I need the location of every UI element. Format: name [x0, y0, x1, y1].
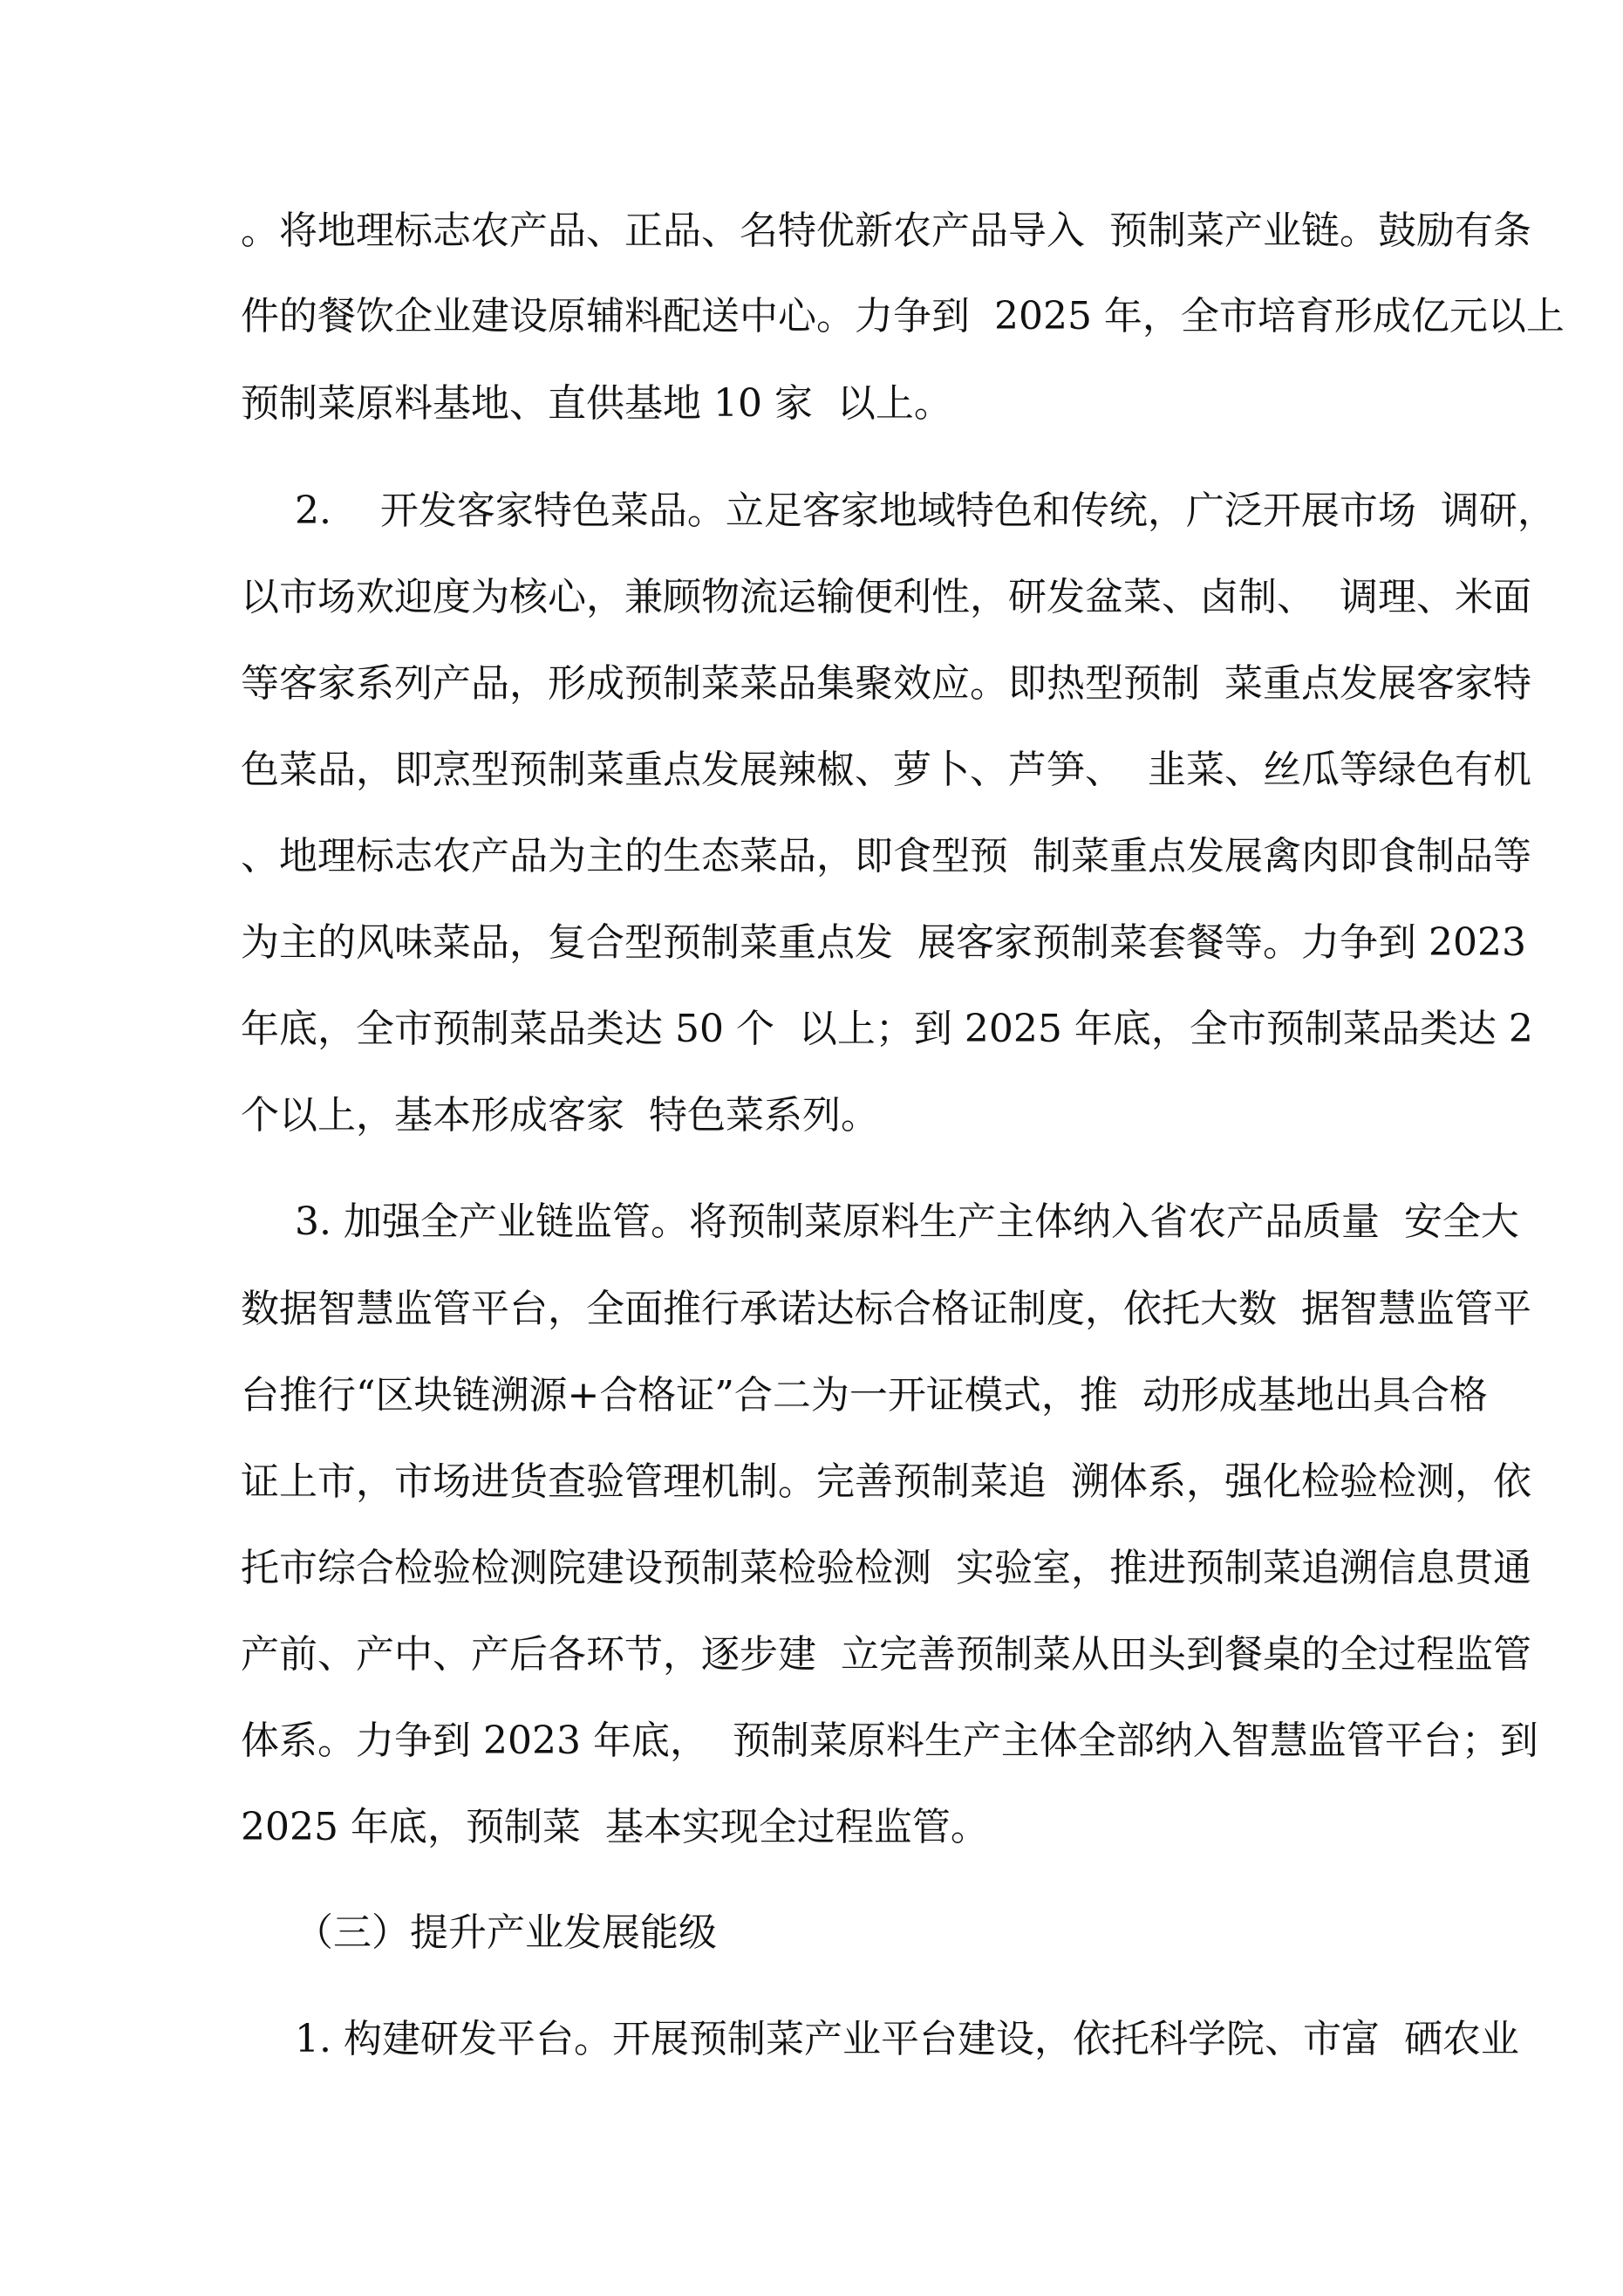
text-line: 件的餐饮企业建设原辅料配送中心。力争到 2025 年，全市培育形成亿元以上: [241, 294, 1565, 338]
text-line: 等客家系列产品，形成预制菜菜品集聚效应。即热型预制 菜重点发展客家特: [241, 661, 1531, 706]
text-line: 体系。力争到 2023 年底， 预制菜原料生产主体全部纳入智慧监管平台；到: [241, 1719, 1538, 1763]
text-line: 产前、产中、产后各环节，逐步建 立完善预制菜从田头到餐桌的全过程监管: [241, 1632, 1531, 1677]
text-line: 年底，全市预制菜品类达 50 个 以上；到 2025 年底，全市预制菜品类达 2: [241, 1007, 1533, 1051]
section-heading: （三）提升产业发展能级: [295, 1910, 717, 1955]
text-line: 托市综合检验检测院建设预制菜检验检测 实验室，推进预制菜追溯信息贯通: [241, 1546, 1531, 1590]
text-line: 个以上，基本形成客家 特色菜系列。: [241, 1093, 879, 1138]
text-line: 1. 构建研发平台。开展预制菜产业平台建设，依托科学院、市富 硒农业: [295, 2017, 1519, 2061]
text-line: 2025 年底，预制菜 基本实现全过程监管。: [241, 1805, 989, 1849]
text-line: 证上市，市场进货查验管理机制。完善预制菜追 溯体系，强化检验检测，依: [241, 1459, 1531, 1504]
text-line: 3. 加强全产业链监管。将预制菜原料生产主体纳入省农产品质量 安全大: [295, 1199, 1519, 1244]
text-line: 、地理标志农产品为主的生态菜品，即食型预 制菜重点发展禽肉即食制品等: [241, 834, 1531, 878]
text-line: 2. 开发客家特色菜品。立足客家地域特色和传统，广泛开展市场 调研，: [295, 489, 1556, 533]
text-line: 预制菜原料基地、直供基地 10 家 以上。: [241, 381, 952, 426]
text-line: 数据智慧监管平台，全面推行承诺达标合格证制度，依托大数 据智慧监管平: [241, 1287, 1531, 1331]
text-line: 。将地理标志农产品、正品、名特优新农产品导入 预制菜产业链。鼓励有条: [241, 208, 1531, 253]
text-line: 以市场欢迎度为核心，兼顾物流运输便利性，研发盆菜、卤制、 调理、米面: [241, 575, 1531, 619]
text-line: 为主的风味菜品，复合型预制菜重点发 展客家预制菜套餐等。力争到 2023: [241, 920, 1526, 965]
text-line: 色菜品，即烹型预制菜重点发展辣椒、萝卜、芦笋、 韭菜、丝瓜等绿色有机: [241, 748, 1531, 792]
text-line: 台推行“区块链溯源+合格证”合二为一开证模式，推 动形成基地出具合格: [241, 1373, 1488, 1418]
